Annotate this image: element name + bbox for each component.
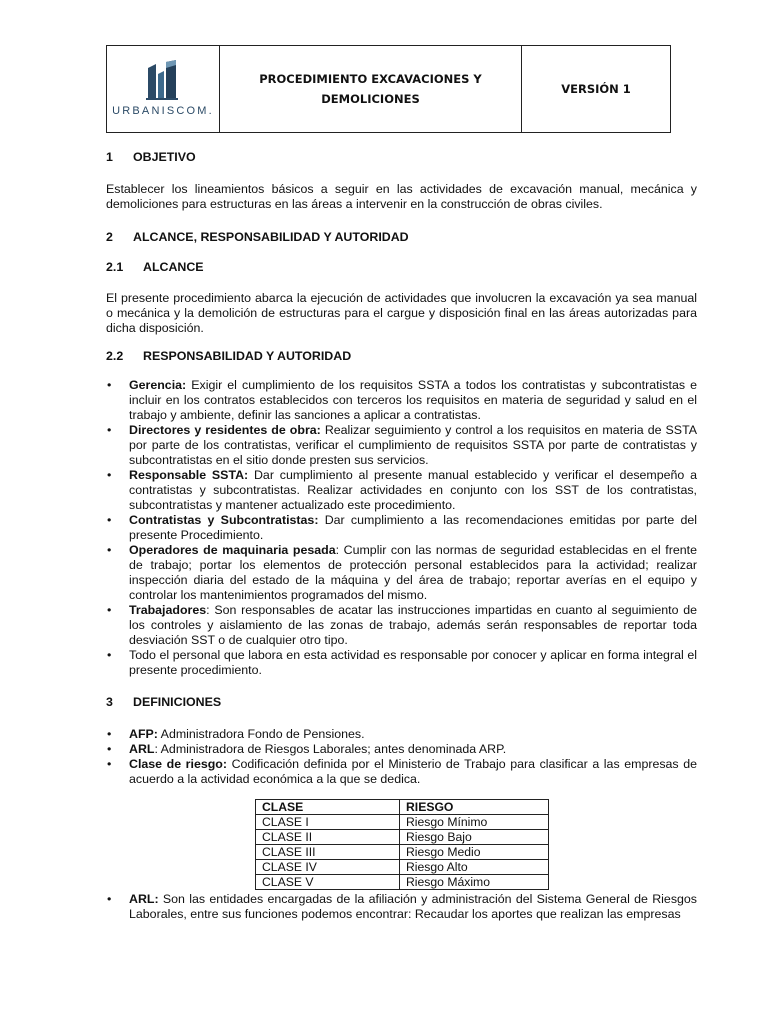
definitions-list-continued bbox=[106, 892, 697, 922]
table-cell: Riesgo Medio bbox=[400, 845, 549, 860]
list-item: • Trabajadores: Son responsables de acatar las instrucciones impartidas en cuanto al seguimiento de los controles y aislamiento de las zonas de trabajo, además serán responsables de reportar toda desviación SST o de cualquier otro tipo. bbox=[106, 603, 697, 648]
version-cell bbox=[522, 46, 670, 132]
version-label: VERSIÓN 1 bbox=[561, 82, 631, 96]
table-header-cell: RIESGO bbox=[400, 800, 549, 815]
table-cell: CLASE III bbox=[256, 845, 400, 860]
section-number: 2 bbox=[106, 230, 113, 244]
scope-paragraph: El presente procedimiento abarca la ejecución de actividades que involucren la excavación ya sea manual o mecánica y la demolición de estructuras para el cargue y disposición final en las áreas autorizadas para dicha disposición. bbox=[106, 291, 697, 335]
document-header bbox=[106, 45, 671, 133]
section-number: 2.1 bbox=[106, 260, 124, 274]
table-row bbox=[256, 875, 549, 890]
document-body bbox=[106, 150, 697, 922]
subsection-heading bbox=[106, 349, 697, 364]
urbaniscom-logo-icon bbox=[143, 60, 183, 102]
section-heading bbox=[106, 230, 697, 245]
table-cell: Riesgo Bajo bbox=[400, 830, 549, 845]
list-item: • AFP: Administradora Fondo de Pensiones. bbox=[106, 727, 697, 742]
section-title: ALCANCE, RESPONSABILIDAD Y AUTORIDAD bbox=[133, 230, 409, 244]
section-title: ALCANCE bbox=[143, 260, 204, 274]
document-title-line2: DEMOLICIONES bbox=[321, 92, 420, 106]
responsibility-list bbox=[106, 378, 697, 678]
table-header-cell: CLASE bbox=[256, 800, 400, 815]
table-row bbox=[256, 845, 549, 860]
list-item: • Gerencia: Exigir el cumplimiento de los requisitos SSTA a todos los contratistas y subcontratistas e incluir en los contratos establecidos con terceros los requisitos en materia de seguridad y salud en el trabajo y ambiente, definir las sanciones a aplicar a contratistas. bbox=[106, 378, 697, 423]
document-title-line1: PROCEDIMIENTO EXCAVACIONES Y bbox=[259, 72, 482, 86]
subsection-heading bbox=[106, 260, 697, 275]
list-item: • ARL: Administradora de Riesgos Laborales; antes denominada ARP. bbox=[106, 742, 697, 757]
section-title: OBJETIVO bbox=[133, 150, 196, 164]
logo-cell bbox=[107, 46, 220, 132]
list-item: • Todo el personal que labora en esta actividad es responsable por conocer y aplicar en forma integral el presente procedimiento. bbox=[106, 648, 697, 678]
table-row bbox=[256, 830, 549, 845]
table-cell: Riesgo Mínimo bbox=[400, 815, 549, 830]
section-number: 1 bbox=[106, 150, 113, 164]
risk-class-table bbox=[255, 799, 549, 890]
section-title: RESPONSABILIDAD Y AUTORIDAD bbox=[143, 349, 352, 363]
table-cell: CLASE I bbox=[256, 815, 400, 830]
table-cell: CLASE IV bbox=[256, 860, 400, 875]
list-item: • Clase de riesgo: Codificación definida por el Ministerio de Trabajo para clasificar a las empresas de acuerdo a la actividad económica a la que se dedica. bbox=[106, 757, 697, 787]
document-title-cell bbox=[220, 46, 522, 132]
section-heading bbox=[106, 695, 697, 710]
list-item: • Responsable SSTA: Dar cumplimiento al presente manual establecido y verificar el desempeño a contratistas y subcontratistas. Realizar actividades en conjunto con los SST de los contratistas, subcontratistas y mantener actualizado este procedimiento. bbox=[106, 468, 697, 513]
table-row bbox=[256, 860, 549, 875]
list-item: • Directores y residentes de obra: Realizar seguimiento y control a los requisitos en materia de SSTA por parte de los contratistas, verificar el cumplimiento de requisitos SSTA por parte de contratistas y subcontratistas en el sitio donde presten sus servicios. bbox=[106, 423, 697, 468]
table-cell: CLASE V bbox=[256, 875, 400, 890]
section-number: 2.2 bbox=[106, 349, 124, 363]
table-cell: Riesgo Alto bbox=[400, 860, 549, 875]
table-cell: CLASE II bbox=[256, 830, 400, 845]
section-number: 3 bbox=[106, 695, 113, 709]
table-header-row bbox=[256, 800, 549, 815]
definitions-list bbox=[106, 727, 697, 787]
table-row bbox=[256, 815, 549, 830]
list-item: • Contratistas y Subcontratistas: Dar cumplimiento a las recomendaciones emitidas por parte del presente Procedimiento. bbox=[106, 513, 697, 543]
section-title: DEFINICIONES bbox=[133, 695, 222, 709]
list-item: • ARL: Son las entidades encargadas de la afiliación y administración del Sistema General de Riesgos Laborales, entre sus funciones podemos encontrar: Recaudar los aportes que realizan las empresas bbox=[106, 892, 697, 922]
objective-paragraph: Establecer los lineamientos básicos a seguir en las actividades de excavación manual, mecánica y demoliciones para estructuras en las áreas a intervenir en la construcción de obras civiles. bbox=[106, 182, 697, 211]
table-cell: Riesgo Máximo bbox=[400, 875, 549, 890]
logo-wordmark: URBANISCOM. bbox=[112, 104, 214, 117]
list-item: • Operadores de maquinaria pesada: Cumplir con las normas de seguridad establecidas en el frente de trabajo; portar los elementos de protección personal establecidos para la actividad; realizar inspección diaria del estado de la máquina y del área de trabajo; reportar averías en el equipo y controlar los mantenimientos programados del mismo. bbox=[106, 543, 697, 603]
section-heading bbox=[106, 150, 697, 165]
